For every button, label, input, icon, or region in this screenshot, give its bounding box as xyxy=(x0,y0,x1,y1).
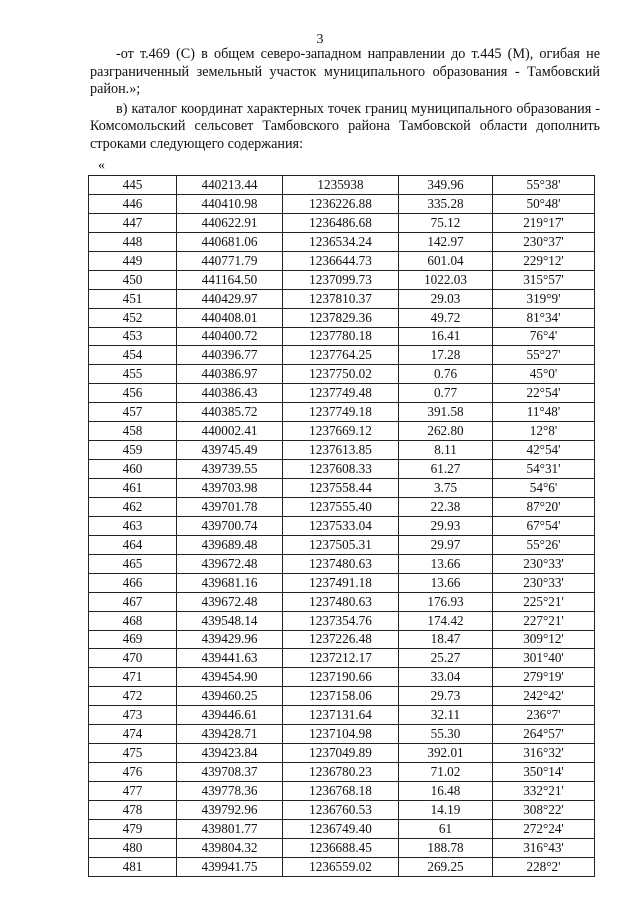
distance-cell: 392.01 xyxy=(399,744,493,763)
direction-angle-cell: 54°31' xyxy=(493,460,595,479)
point-number-cell: 454 xyxy=(89,346,177,365)
x-coordinate-cell: 439681.16 xyxy=(177,573,283,592)
table-row xyxy=(89,365,595,384)
x-coordinate-cell: 440429.97 xyxy=(177,289,283,308)
direction-angle-cell: 316°43' xyxy=(493,838,595,857)
distance-cell: 32.11 xyxy=(399,706,493,725)
distance-cell: 601.04 xyxy=(399,251,493,270)
y-coordinate-cell: 1237750.02 xyxy=(283,365,399,384)
direction-angle-cell: 76°4' xyxy=(493,327,595,346)
y-coordinate-cell: 1237764.25 xyxy=(283,346,399,365)
point-number-cell: 473 xyxy=(89,706,177,725)
direction-angle-cell: 42°54' xyxy=(493,441,595,460)
direction-angle-cell: 236°7' xyxy=(493,706,595,725)
distance-cell: 29.03 xyxy=(399,289,493,308)
direction-angle-cell: 67°54' xyxy=(493,516,595,535)
x-coordinate-cell: 439792.96 xyxy=(177,800,283,819)
distance-cell: 335.28 xyxy=(399,194,493,213)
x-coordinate-cell: 439423.84 xyxy=(177,744,283,763)
x-coordinate-cell: 439708.37 xyxy=(177,763,283,782)
table-row xyxy=(89,289,595,308)
direction-angle-cell: 45°0' xyxy=(493,365,595,384)
distance-cell: 17.28 xyxy=(399,346,493,365)
x-coordinate-cell: 440400.72 xyxy=(177,327,283,346)
point-number-cell: 455 xyxy=(89,365,177,384)
point-number-cell: 474 xyxy=(89,725,177,744)
direction-angle-cell: 12°8' xyxy=(493,422,595,441)
table-row xyxy=(89,744,595,763)
x-coordinate-cell: 439941.75 xyxy=(177,857,283,876)
point-number-cell: 481 xyxy=(89,857,177,876)
direction-angle-cell: 315°57' xyxy=(493,270,595,289)
direction-angle-cell: 229°12' xyxy=(493,251,595,270)
x-coordinate-cell: 440213.44 xyxy=(177,176,283,195)
point-number-cell: 450 xyxy=(89,270,177,289)
x-coordinate-cell: 439801.77 xyxy=(177,819,283,838)
x-coordinate-cell: 440385.72 xyxy=(177,403,283,422)
y-coordinate-cell: 1236226.88 xyxy=(283,194,399,213)
table-row xyxy=(89,441,595,460)
table-row xyxy=(89,611,595,630)
table-row xyxy=(89,346,595,365)
x-coordinate-cell: 439804.32 xyxy=(177,838,283,857)
y-coordinate-cell: 1237226.48 xyxy=(283,630,399,649)
distance-cell: 14.19 xyxy=(399,800,493,819)
page-number: 3 xyxy=(316,32,324,47)
x-coordinate-cell: 441164.50 xyxy=(177,270,283,289)
y-coordinate-cell: 1237613.85 xyxy=(283,441,399,460)
table-row xyxy=(89,194,595,213)
x-coordinate-cell: 439428.71 xyxy=(177,725,283,744)
x-coordinate-cell: 439441.63 xyxy=(177,649,283,668)
y-coordinate-cell: 1237354.76 xyxy=(283,611,399,630)
y-coordinate-cell: 1237608.33 xyxy=(283,460,399,479)
x-coordinate-cell: 439700.74 xyxy=(177,516,283,535)
x-coordinate-cell: 439548.14 xyxy=(177,611,283,630)
x-coordinate-cell: 439429.96 xyxy=(177,630,283,649)
direction-angle-cell: 22°54' xyxy=(493,384,595,403)
point-number-cell: 475 xyxy=(89,744,177,763)
point-number-cell: 446 xyxy=(89,194,177,213)
point-number-cell: 468 xyxy=(89,611,177,630)
body-text xyxy=(90,46,600,154)
x-coordinate-cell: 439672.48 xyxy=(177,592,283,611)
table-row xyxy=(89,270,595,289)
distance-cell: 391.58 xyxy=(399,403,493,422)
point-number-cell: 462 xyxy=(89,497,177,516)
point-number-cell: 472 xyxy=(89,687,177,706)
distance-cell: 142.97 xyxy=(399,232,493,251)
point-number-cell: 470 xyxy=(89,649,177,668)
y-coordinate-cell: 1237480.63 xyxy=(283,592,399,611)
table-row xyxy=(89,535,595,554)
point-number-cell: 445 xyxy=(89,176,177,195)
table-row xyxy=(89,384,595,403)
direction-angle-cell: 230°37' xyxy=(493,232,595,251)
opening-quote-mark: « xyxy=(98,158,105,173)
y-coordinate-cell: 1236768.18 xyxy=(283,782,399,801)
point-number-cell: 456 xyxy=(89,384,177,403)
coordinates-table xyxy=(88,175,595,877)
table-row xyxy=(89,838,595,857)
distance-cell: 75.12 xyxy=(399,213,493,232)
distance-cell: 29.73 xyxy=(399,687,493,706)
point-number-cell: 476 xyxy=(89,763,177,782)
y-coordinate-cell: 1236688.45 xyxy=(283,838,399,857)
distance-cell: 29.93 xyxy=(399,516,493,535)
direction-angle-cell: 219°17' xyxy=(493,213,595,232)
point-number-cell: 467 xyxy=(89,592,177,611)
direction-angle-cell: 332°21' xyxy=(493,782,595,801)
direction-angle-cell: 230°33' xyxy=(493,554,595,573)
y-coordinate-cell: 1236749.40 xyxy=(283,819,399,838)
distance-cell: 0.77 xyxy=(399,384,493,403)
table-row xyxy=(89,460,595,479)
direction-angle-cell: 11°48' xyxy=(493,403,595,422)
distance-cell: 25.27 xyxy=(399,649,493,668)
table-row xyxy=(89,649,595,668)
table-row xyxy=(89,213,595,232)
table-row xyxy=(89,857,595,876)
point-number-cell: 469 xyxy=(89,630,177,649)
x-coordinate-cell: 440002.41 xyxy=(177,422,283,441)
y-coordinate-cell: 1237099.73 xyxy=(283,270,399,289)
table-row xyxy=(89,232,595,251)
direction-angle-cell: 230°33' xyxy=(493,573,595,592)
x-coordinate-cell: 439745.49 xyxy=(177,441,283,460)
direction-angle-cell: 242°42' xyxy=(493,687,595,706)
point-number-cell: 458 xyxy=(89,422,177,441)
point-number-cell: 447 xyxy=(89,213,177,232)
y-coordinate-cell: 1237829.36 xyxy=(283,308,399,327)
distance-cell: 262.80 xyxy=(399,422,493,441)
table-row xyxy=(89,308,595,327)
direction-angle-cell: 309°12' xyxy=(493,630,595,649)
point-number-cell: 461 xyxy=(89,479,177,498)
distance-cell: 49.72 xyxy=(399,308,493,327)
distance-cell: 0.76 xyxy=(399,365,493,384)
y-coordinate-cell: 1237669.12 xyxy=(283,422,399,441)
x-coordinate-cell: 439689.48 xyxy=(177,535,283,554)
distance-cell: 188.78 xyxy=(399,838,493,857)
x-coordinate-cell: 440771.79 xyxy=(177,251,283,270)
point-number-cell: 453 xyxy=(89,327,177,346)
table-row xyxy=(89,176,595,195)
direction-angle-cell: 225°21' xyxy=(493,592,595,611)
distance-cell: 174.42 xyxy=(399,611,493,630)
x-coordinate-cell: 440386.43 xyxy=(177,384,283,403)
table-row xyxy=(89,573,595,592)
direction-angle-cell: 319°9' xyxy=(493,289,595,308)
point-number-cell: 463 xyxy=(89,516,177,535)
table-row xyxy=(89,592,595,611)
direction-angle-cell: 81°34' xyxy=(493,308,595,327)
x-coordinate-cell: 439454.90 xyxy=(177,668,283,687)
direction-angle-cell: 54°6' xyxy=(493,479,595,498)
direction-angle-cell: 55°27' xyxy=(493,346,595,365)
point-number-cell: 477 xyxy=(89,782,177,801)
x-coordinate-cell: 439446.61 xyxy=(177,706,283,725)
direction-angle-cell: 350°14' xyxy=(493,763,595,782)
point-number-cell: 452 xyxy=(89,308,177,327)
direction-angle-cell: 279°19' xyxy=(493,668,595,687)
point-number-cell: 448 xyxy=(89,232,177,251)
table-row xyxy=(89,687,595,706)
x-coordinate-cell: 439460.25 xyxy=(177,687,283,706)
y-coordinate-cell: 1237533.04 xyxy=(283,516,399,535)
distance-cell: 18.47 xyxy=(399,630,493,649)
point-number-cell: 480 xyxy=(89,838,177,857)
distance-cell: 16.41 xyxy=(399,327,493,346)
distance-cell: 61 xyxy=(399,819,493,838)
distance-cell: 13.66 xyxy=(399,554,493,573)
distance-cell: 8.11 xyxy=(399,441,493,460)
table-row xyxy=(89,782,595,801)
y-coordinate-cell: 1236760.53 xyxy=(283,800,399,819)
x-coordinate-cell: 440622.91 xyxy=(177,213,283,232)
y-coordinate-cell: 1236486.68 xyxy=(283,213,399,232)
table-row xyxy=(89,763,595,782)
table-row xyxy=(89,668,595,687)
distance-cell: 55.30 xyxy=(399,725,493,744)
distance-cell: 13.66 xyxy=(399,573,493,592)
y-coordinate-cell: 1237810.37 xyxy=(283,289,399,308)
table-row xyxy=(89,819,595,838)
point-number-cell: 466 xyxy=(89,573,177,592)
distance-cell: 29.97 xyxy=(399,535,493,554)
point-number-cell: 449 xyxy=(89,251,177,270)
point-number-cell: 478 xyxy=(89,800,177,819)
x-coordinate-cell: 440386.97 xyxy=(177,365,283,384)
distance-cell: 16.48 xyxy=(399,782,493,801)
direction-angle-cell: 301°40' xyxy=(493,649,595,668)
direction-angle-cell: 272°24' xyxy=(493,819,595,838)
table-row xyxy=(89,516,595,535)
table-row xyxy=(89,497,595,516)
y-coordinate-cell: 1235938 xyxy=(283,176,399,195)
direction-angle-cell: 50°48' xyxy=(493,194,595,213)
distance-cell: 22.38 xyxy=(399,497,493,516)
y-coordinate-cell: 1237131.64 xyxy=(283,706,399,725)
distance-cell: 71.02 xyxy=(399,763,493,782)
point-number-cell: 465 xyxy=(89,554,177,573)
y-coordinate-cell: 1237190.66 xyxy=(283,668,399,687)
x-coordinate-cell: 439778.36 xyxy=(177,782,283,801)
point-number-cell: 464 xyxy=(89,535,177,554)
distance-cell: 176.93 xyxy=(399,592,493,611)
point-number-cell: 460 xyxy=(89,460,177,479)
x-coordinate-cell: 440410.98 xyxy=(177,194,283,213)
x-coordinate-cell: 439701.78 xyxy=(177,497,283,516)
y-coordinate-cell: 1237480.63 xyxy=(283,554,399,573)
y-coordinate-cell: 1237749.48 xyxy=(283,384,399,403)
distance-cell: 349.96 xyxy=(399,176,493,195)
y-coordinate-cell: 1237049.89 xyxy=(283,744,399,763)
point-number-cell: 479 xyxy=(89,819,177,838)
table-row xyxy=(89,479,595,498)
direction-angle-cell: 55°26' xyxy=(493,535,595,554)
distance-cell: 269.25 xyxy=(399,857,493,876)
y-coordinate-cell: 1236559.02 xyxy=(283,857,399,876)
y-coordinate-cell: 1236534.24 xyxy=(283,232,399,251)
distance-cell: 33.04 xyxy=(399,668,493,687)
table-row xyxy=(89,554,595,573)
table-row xyxy=(89,327,595,346)
coordinates-table-body xyxy=(89,176,595,877)
table-row xyxy=(89,800,595,819)
x-coordinate-cell: 440681.06 xyxy=(177,232,283,251)
direction-angle-cell: 87°20' xyxy=(493,497,595,516)
y-coordinate-cell: 1237104.98 xyxy=(283,725,399,744)
y-coordinate-cell: 1237780.18 xyxy=(283,327,399,346)
table-row xyxy=(89,251,595,270)
direction-angle-cell: 227°21' xyxy=(493,611,595,630)
point-number-cell: 457 xyxy=(89,403,177,422)
table-row xyxy=(89,403,595,422)
paragraph-catalog-amendment: в) каталог координат характерных точек границ муниципального образования - Комсомольский сельсовет Тамбовского района Тамбовской области дополнить строками следующего содержания: xyxy=(90,100,600,152)
table-row xyxy=(89,706,595,725)
distance-cell: 3.75 xyxy=(399,479,493,498)
table-row xyxy=(89,422,595,441)
table-row xyxy=(89,630,595,649)
y-coordinate-cell: 1237491.18 xyxy=(283,573,399,592)
distance-cell: 61.27 xyxy=(399,460,493,479)
y-coordinate-cell: 1237555.40 xyxy=(283,497,399,516)
y-coordinate-cell: 1237158.06 xyxy=(283,687,399,706)
x-coordinate-cell: 439739.55 xyxy=(177,460,283,479)
y-coordinate-cell: 1237749.18 xyxy=(283,403,399,422)
direction-angle-cell: 228°2' xyxy=(493,857,595,876)
y-coordinate-cell: 1237558.44 xyxy=(283,479,399,498)
direction-angle-cell: 308°22' xyxy=(493,800,595,819)
paragraph-boundary-description: -от т.469 (С) в общем северо-западном направлении до т.445 (М), огибая не разграниченный земельный участок муниципального образования - Тамбовский район.»; xyxy=(90,46,600,98)
y-coordinate-cell: 1236644.73 xyxy=(283,251,399,270)
x-coordinate-cell: 440408.01 xyxy=(177,308,283,327)
point-number-cell: 451 xyxy=(89,289,177,308)
y-coordinate-cell: 1237505.31 xyxy=(283,535,399,554)
direction-angle-cell: 316°32' xyxy=(493,744,595,763)
table-row xyxy=(89,725,595,744)
direction-angle-cell: 55°38' xyxy=(493,176,595,195)
x-coordinate-cell: 439672.48 xyxy=(177,554,283,573)
point-number-cell: 471 xyxy=(89,668,177,687)
distance-cell: 1022.03 xyxy=(399,270,493,289)
point-number-cell: 459 xyxy=(89,441,177,460)
y-coordinate-cell: 1237212.17 xyxy=(283,649,399,668)
direction-angle-cell: 264°57' xyxy=(493,725,595,744)
x-coordinate-cell: 440396.77 xyxy=(177,346,283,365)
x-coordinate-cell: 439703.98 xyxy=(177,479,283,498)
y-coordinate-cell: 1236780.23 xyxy=(283,763,399,782)
